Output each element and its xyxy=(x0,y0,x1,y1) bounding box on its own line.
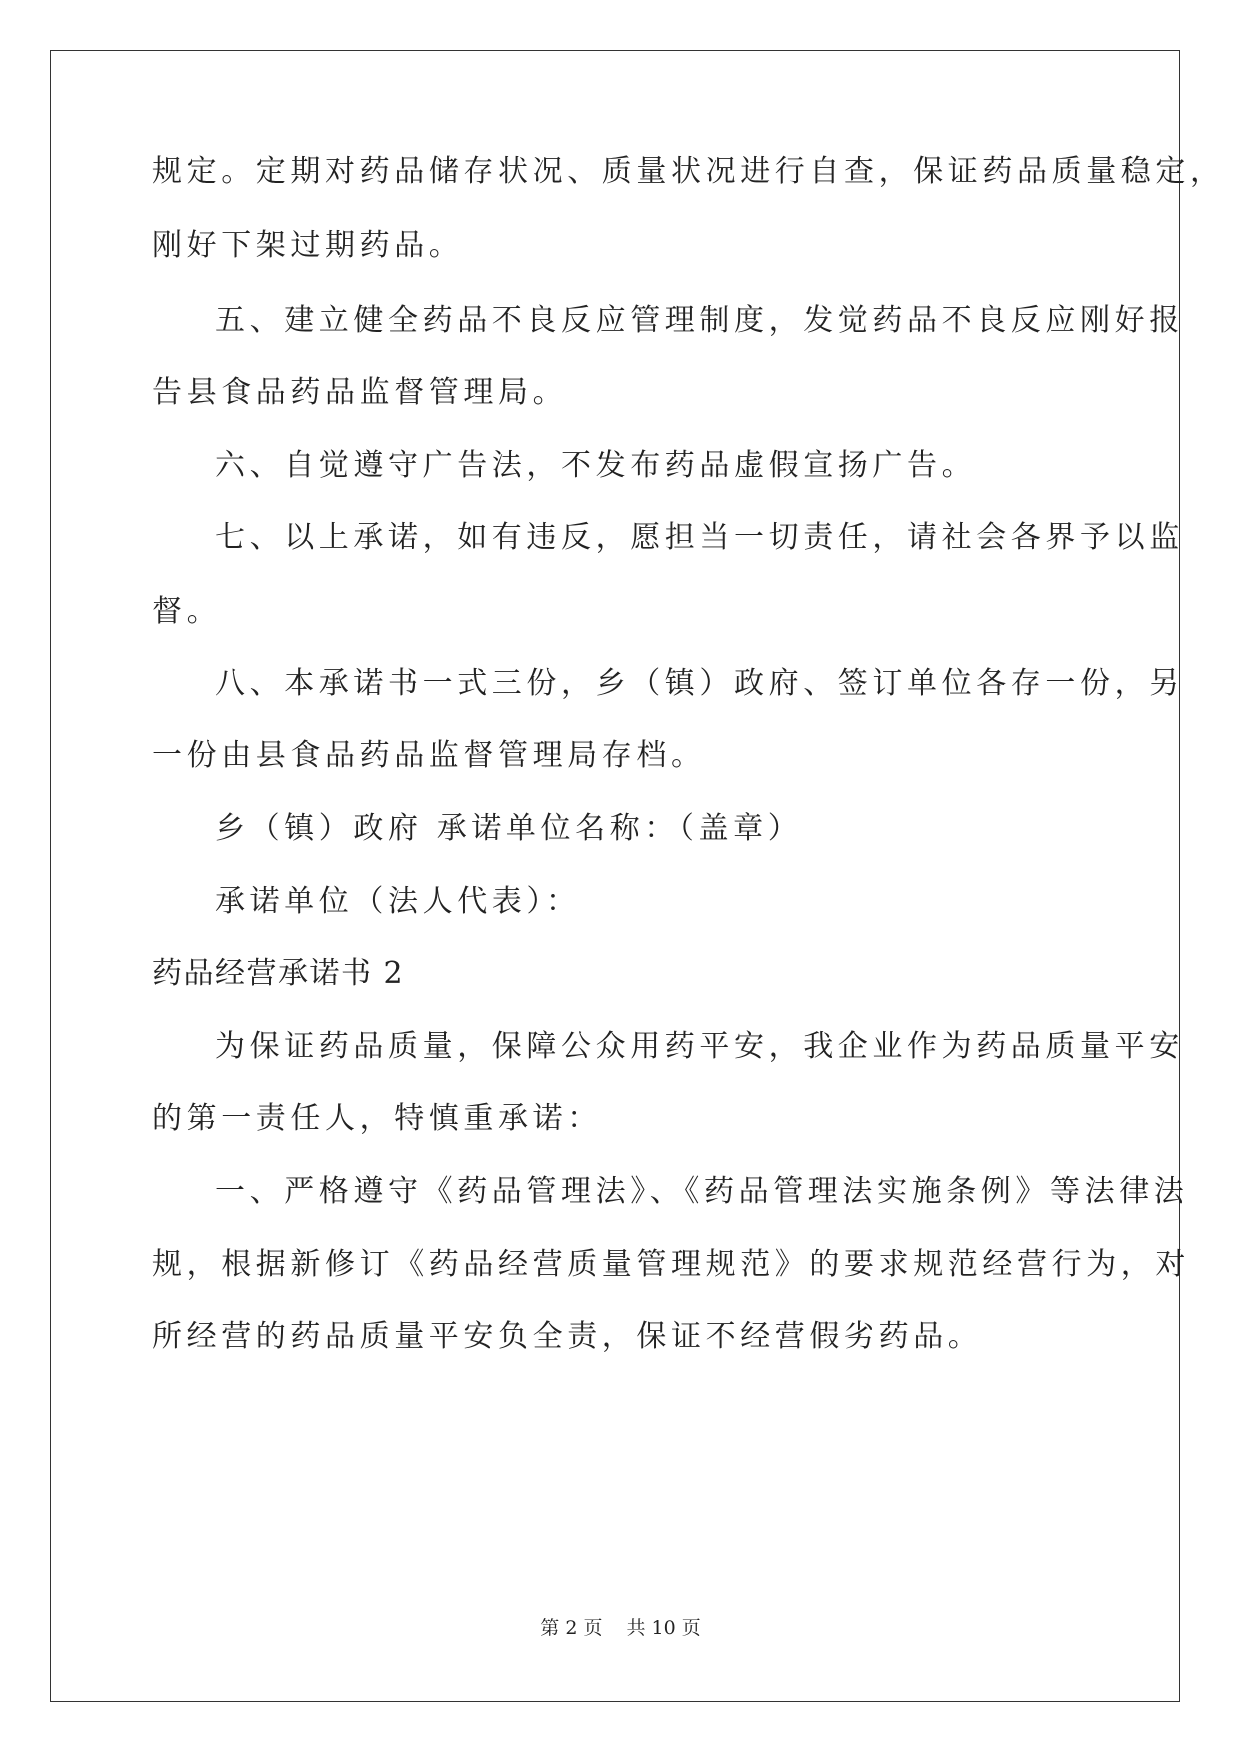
text-line-17: 所经营的药品质量平安负全责，保证不经营假劣药品。 xyxy=(152,1319,983,1354)
text-line-9: 一份由县食品药品监督管理局存档。 xyxy=(152,738,706,773)
text-line-11: 承诺单位（法人代表）： xyxy=(215,884,581,919)
text-line-10: 乡（镇）政府 承诺单位名称：（盖章） xyxy=(215,811,803,846)
page-total: 共 10 页 xyxy=(626,1617,701,1639)
text-line-3: 五、建立健全药品不良反应管理制度，发觉药品不良反应刚好报 xyxy=(215,303,1184,338)
text-line-8: 八、本承诺书一式三份，乡（镇）政府、签订单位各存一份，另 xyxy=(215,666,1184,701)
text-line-2: 刚好下架过期药品。 xyxy=(152,228,464,263)
page-border xyxy=(50,50,1180,1702)
text-line-15: 一、严格遵守《药品管理法》、《药品管理法实施条例》等法律法 xyxy=(215,1174,1189,1209)
text-line-1: 规定。定期对药品储存状况、质量状况进行自查，保证药品质量稳定， xyxy=(152,154,1225,189)
text-line-6: 七、以上承诺，如有违反，愿担当一切责任，请社会各界予以监 xyxy=(215,520,1184,555)
text-line-4: 告县食品药品监督管理局。 xyxy=(152,375,568,410)
page-footer xyxy=(0,1616,1241,1640)
text-line-7: 督。 xyxy=(152,594,222,629)
text-line-13: 为保证药品质量，保障公众用药平安，我企业作为药品质量平安 xyxy=(215,1029,1184,1064)
page-number: 第 2 页 xyxy=(540,1617,603,1639)
text-line-14: 的第一责任人，特慎重承诺： xyxy=(152,1101,602,1136)
text-line-16: 规，根据新修订《药品经营质量管理规范》的要求规范经营行为，对 xyxy=(152,1247,1190,1282)
text-line-5: 六、自觉遵守广告法，不发布药品虚假宣扬广告。 xyxy=(215,448,977,483)
section-heading: 药品经营承诺书 2 xyxy=(152,956,405,991)
